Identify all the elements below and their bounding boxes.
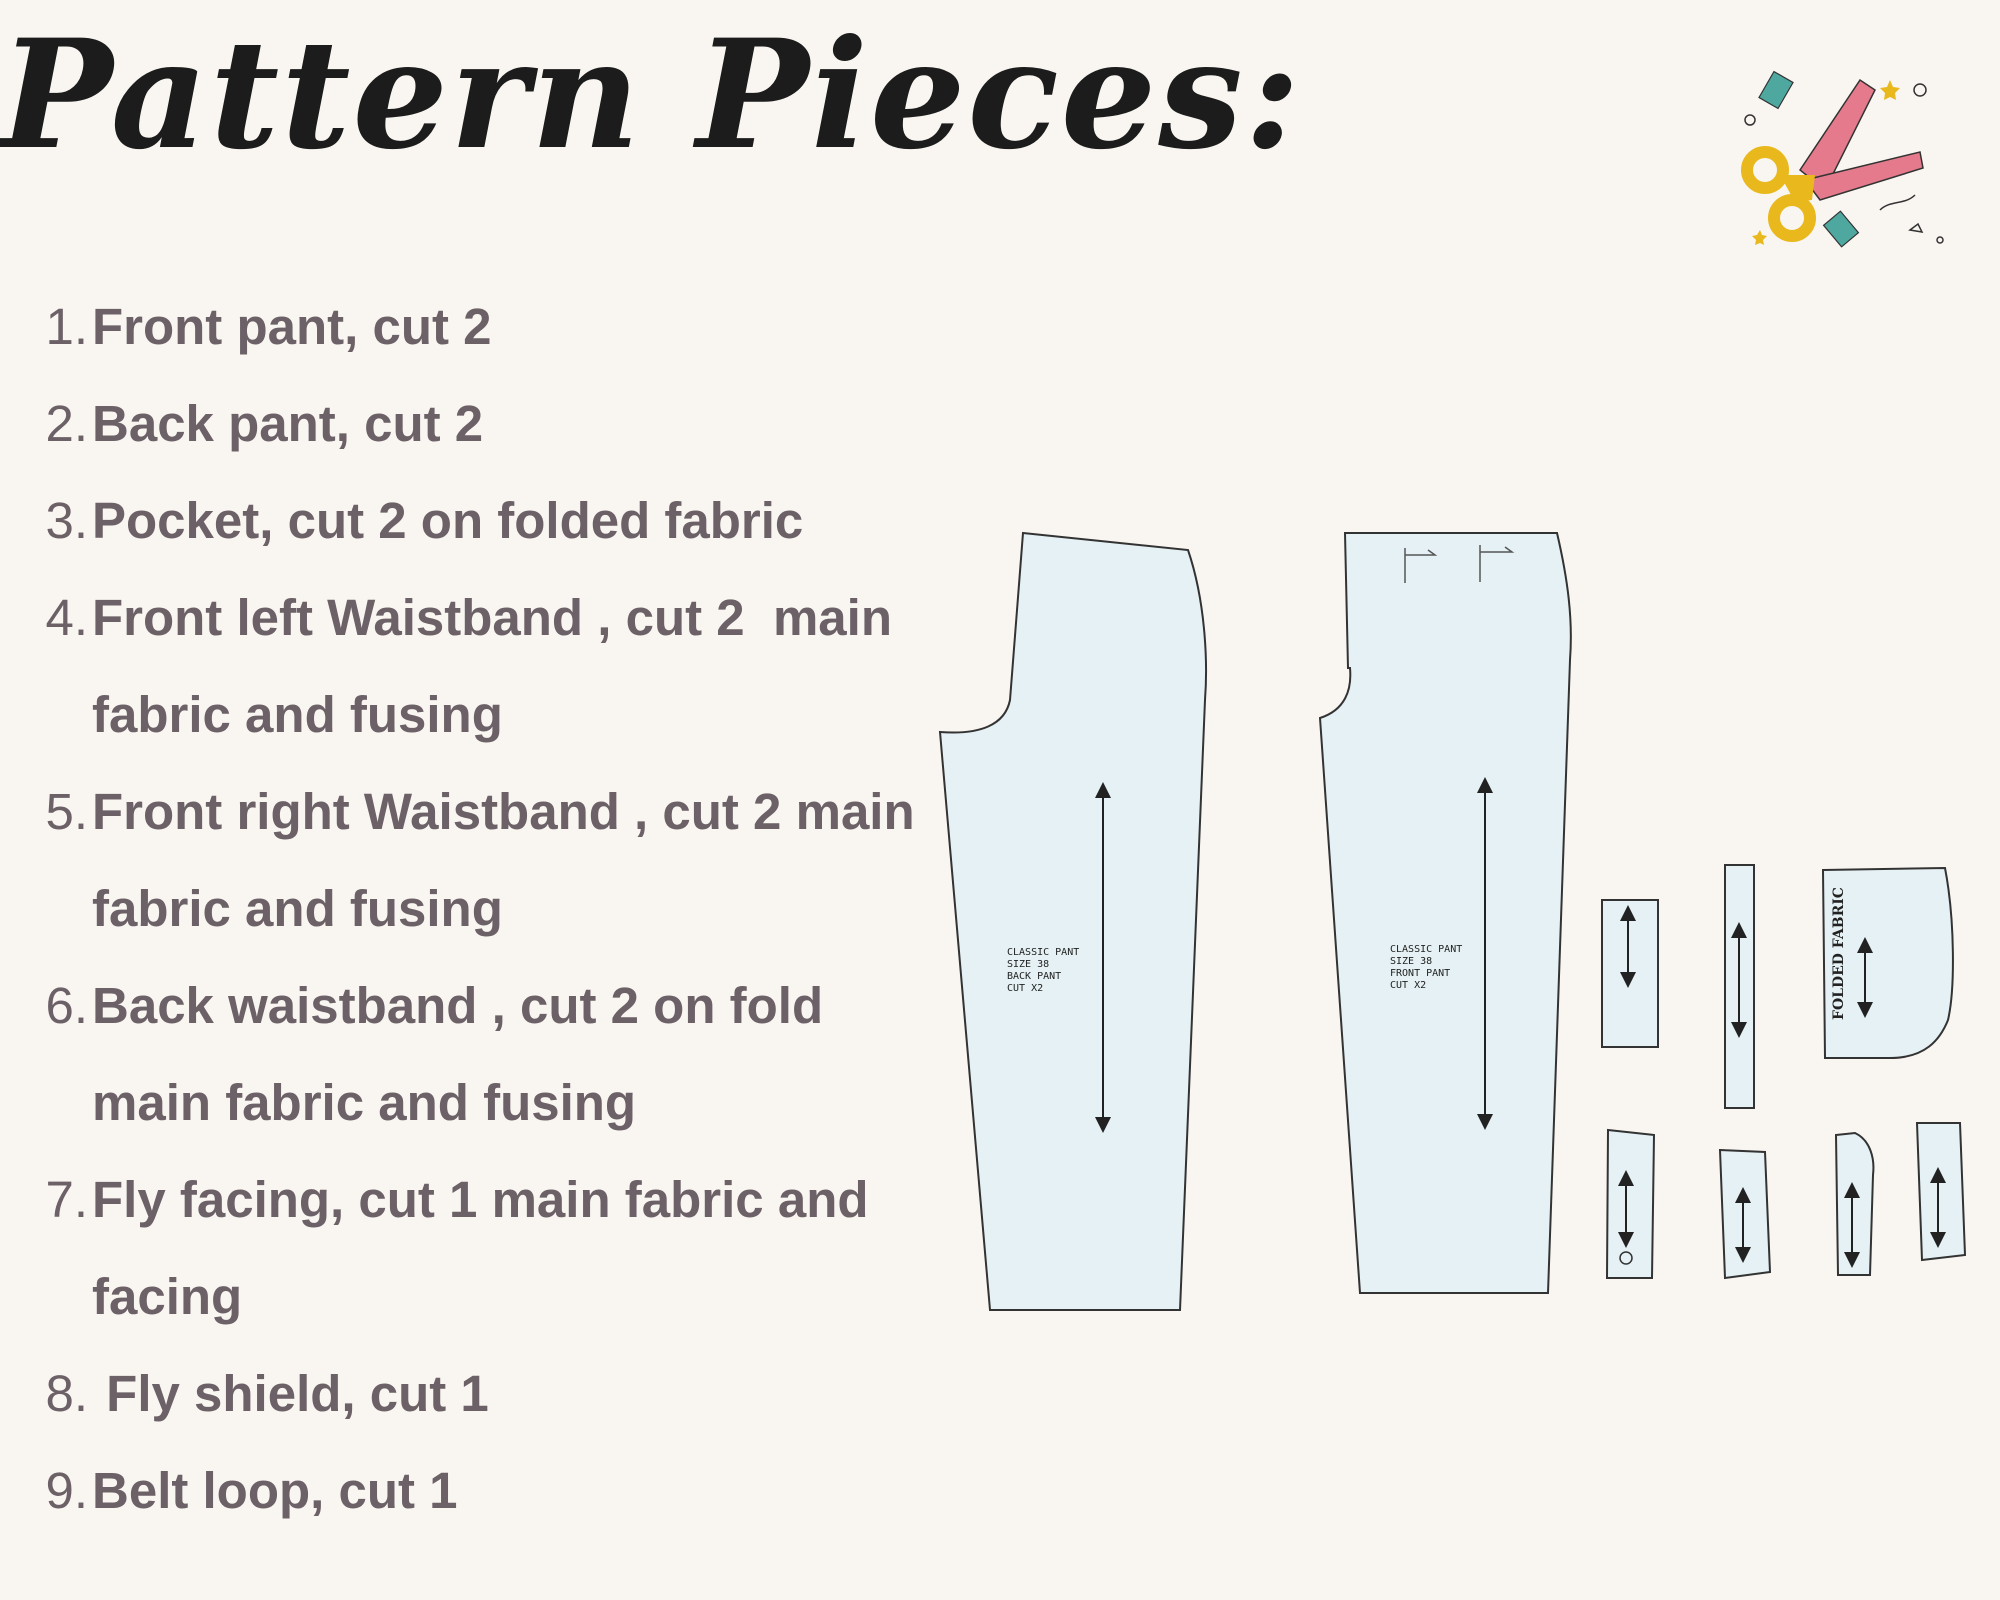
- list-item: [38, 375, 918, 472]
- list-item: [38, 569, 918, 763]
- list-item: [38, 1442, 918, 1539]
- item-text: Front right Waistband , cut 2 main: [92, 783, 915, 840]
- item-text: Fly facing, cut 1 main fabric and: [92, 1171, 869, 1228]
- list-item: [38, 472, 918, 569]
- item-number: 4.: [45, 589, 88, 646]
- item-number: 3.: [45, 492, 88, 549]
- scissors-icon: [1730, 60, 1960, 250]
- item-text-continued: facing: [92, 1268, 243, 1325]
- pattern-pieces-diagram: [930, 520, 1980, 1320]
- belt-loop-piece: [1720, 1150, 1770, 1278]
- item-text: Fly shield, cut 1: [92, 1365, 489, 1422]
- list-item: [38, 957, 918, 1151]
- fly-shield-piece: [1602, 900, 1658, 1047]
- pocket-label: FOLDED FABRIC: [1831, 887, 1847, 1020]
- front-right-waistband-piece: [1917, 1123, 1965, 1260]
- item-text-continued: fabric and fusing: [92, 686, 503, 743]
- front-pant-piece: [1320, 533, 1571, 1293]
- item-text: Belt loop, cut 1: [92, 1462, 458, 1519]
- item-number: 7.: [45, 1171, 88, 1228]
- item-text: Front left Waistband , cut 2 main: [92, 589, 892, 646]
- list-item: [38, 278, 918, 375]
- back-pant-piece: [940, 533, 1206, 1310]
- fly-facing-piece: [1607, 1130, 1654, 1278]
- item-number: 6.: [45, 977, 88, 1034]
- list-item: [38, 1345, 918, 1442]
- item-text-continued: fabric and fusing: [92, 880, 503, 937]
- item-number: 1.: [45, 298, 88, 355]
- item-number: 5.: [45, 783, 88, 840]
- item-text: Front pant, cut 2: [92, 298, 492, 355]
- pattern-pieces-list: [38, 278, 918, 1539]
- front-left-waistband-piece: [1836, 1133, 1873, 1275]
- item-text: Pocket, cut 2 on folded fabric: [92, 492, 804, 549]
- page-title: Pattern Pieces:: [0, 7, 1303, 183]
- back-pant-label: CLASSIC PANT SIZE 38 BACK PANT CUT X2: [1007, 947, 1080, 994]
- item-text: Back pant, cut 2: [92, 395, 484, 452]
- front-pant-label: CLASSIC PANT SIZE 38 FRONT PANT CUT X2: [1390, 944, 1463, 991]
- item-number: 2.: [45, 395, 88, 452]
- item-number: 9.: [45, 1462, 88, 1519]
- list-item: [38, 1151, 918, 1345]
- item-number: 8.: [45, 1365, 88, 1422]
- item-text-continued: main fabric and fusing: [92, 1074, 637, 1131]
- list-item: [38, 763, 918, 957]
- item-text: Back waistband , cut 2 on fold: [92, 977, 824, 1034]
